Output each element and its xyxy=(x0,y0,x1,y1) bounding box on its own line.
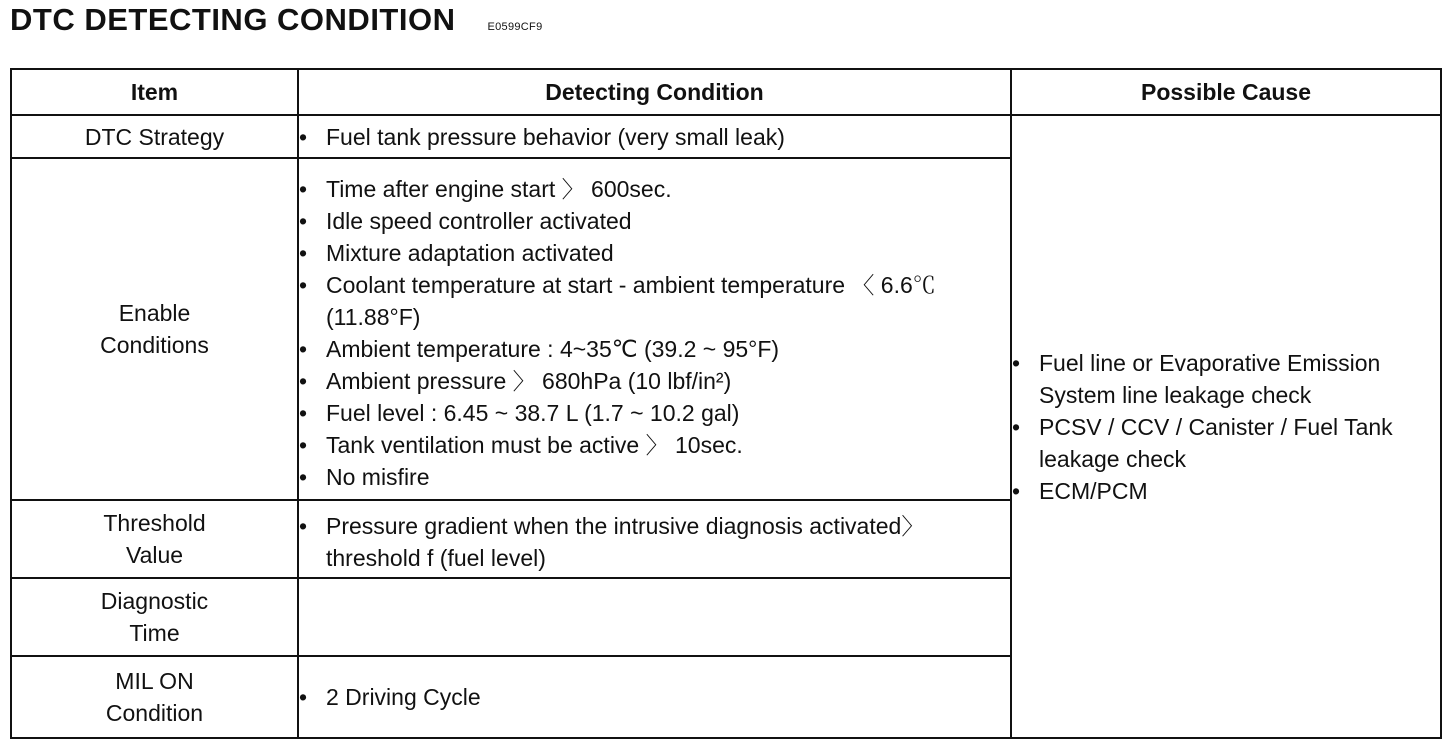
condition-item: • Fuel tank pressure behavior (very small leak) xyxy=(299,121,1010,153)
cause-list xyxy=(1012,347,1440,507)
row-conditions-threshold xyxy=(298,500,1011,578)
condition-item: • Fuel level : 6.45 ~ 38.7 L (1.7 ~ 10.2 gal) xyxy=(299,397,1010,429)
header-possible-cause: Possible Cause xyxy=(1011,69,1441,115)
row-item-mil-on-condition xyxy=(11,656,298,738)
condition-list xyxy=(299,121,1010,153)
item-label-line: Condition xyxy=(105,700,204,726)
condition-item: • Ambient temperature : 4~35℃ (39.2 ~ 95°F) xyxy=(299,333,1010,365)
condition-list xyxy=(299,510,1010,574)
condition-item: • Pressure gradient when the intrusive diagnosis activated〉 threshold f (fuel level) xyxy=(299,510,1010,574)
document-code: E0599CF9 xyxy=(487,21,543,33)
item-label-line: MIL ON xyxy=(115,668,194,694)
condition-item: • 2 Driving Cycle xyxy=(299,681,1010,713)
header-detecting-condition: Detecting Condition xyxy=(298,69,1011,115)
item-label-line: Diagnostic xyxy=(100,588,209,614)
dtc-condition-table xyxy=(10,68,1442,739)
item-label-line: Conditions xyxy=(100,332,209,358)
table-header-row xyxy=(11,69,1441,115)
condition-list xyxy=(299,681,1010,713)
row-item-enable-conditions xyxy=(11,158,298,500)
item-label-line: Threshold xyxy=(103,510,206,536)
table-row xyxy=(11,115,1441,158)
item-label-line: Value xyxy=(125,542,184,568)
cause-item: • ECM/PCM xyxy=(1012,475,1440,507)
condition-item: • Tank ventilation must be active 〉 10sec. xyxy=(299,429,1010,461)
row-conditions-enable xyxy=(298,158,1011,500)
page-heading xyxy=(10,2,543,38)
row-conditions-diagnostic-time xyxy=(298,578,1011,656)
item-label-line: DTC Strategy xyxy=(84,123,225,150)
header-item: Item xyxy=(11,69,298,115)
item-label-line: Time xyxy=(129,620,180,646)
row-conditions-mil-on xyxy=(298,656,1011,738)
condition-item: • No misfire xyxy=(299,461,1010,493)
condition-list xyxy=(299,173,1010,493)
row-item-dtc-strategy xyxy=(11,115,298,158)
row-item-diagnostic-time xyxy=(11,578,298,656)
possible-cause-cell xyxy=(1011,115,1441,738)
condition-item: • Coolant temperature at start - ambient temperature 〈 6.6℃ (11.88°F) xyxy=(299,269,1010,333)
row-conditions-dtc-strategy xyxy=(298,115,1011,158)
cause-item: • PCSV / CCV / Canister / Fuel Tank leakage check xyxy=(1012,411,1440,475)
cause-item: • Fuel line or Evaporative Emission System line leakage check xyxy=(1012,347,1440,411)
page-title: DTC DETECTING CONDITION xyxy=(10,2,456,37)
item-label-line: Enable xyxy=(118,300,191,326)
row-item-threshold-value xyxy=(11,500,298,578)
condition-item: • Ambient pressure 〉 680hPa (10 lbf/in²) xyxy=(299,365,1010,397)
condition-item: • Idle speed controller activated xyxy=(299,205,1010,237)
condition-item: • Mixture adaptation activated xyxy=(299,237,1010,269)
condition-item: • Time after engine start 〉 600sec. xyxy=(299,173,1010,205)
